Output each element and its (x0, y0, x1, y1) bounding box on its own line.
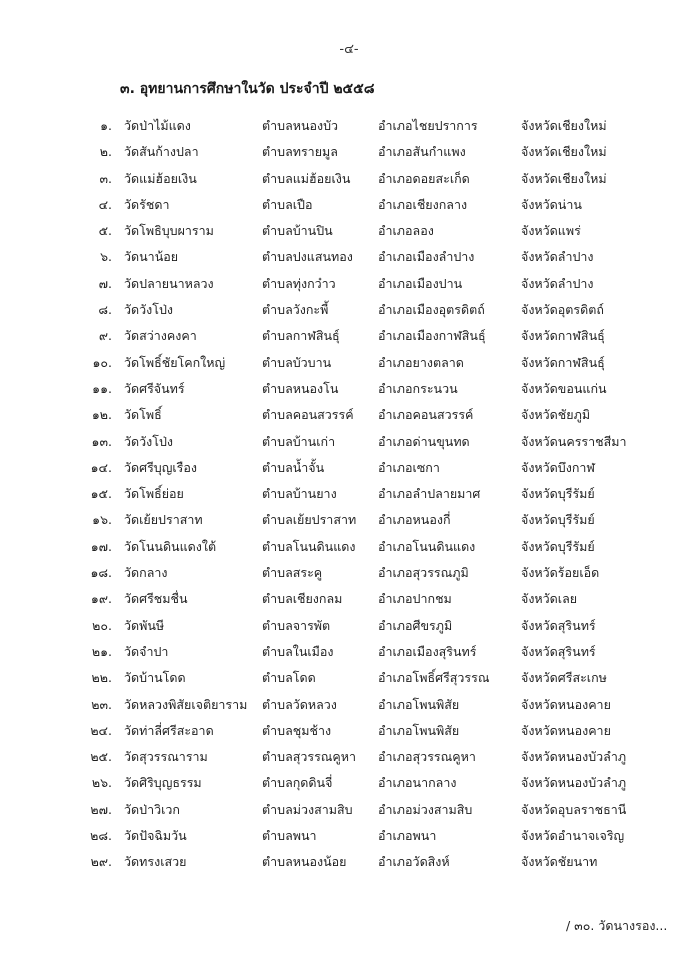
temple-name: วัดพันษี (124, 617, 165, 633)
table-row (0, 613, 698, 639)
row-number: ๒๑. (91, 643, 112, 659)
table-row (0, 507, 698, 533)
temple-name: วัดปลายนาหลวง (124, 275, 214, 291)
province-name: จังหวัดหนองคาย (521, 696, 611, 712)
temple-name: วัดเย้ยปราสาท (124, 512, 203, 528)
row-number: ๒. (99, 144, 112, 160)
table-row (0, 429, 698, 455)
table-row (0, 534, 698, 560)
table-row (0, 323, 698, 349)
table-row (0, 455, 698, 481)
temple-name: วัดจำปา (124, 643, 169, 659)
section-title: ๓. อุทยานการศึกษาในวัด ประจำปี ๒๕๕๘ (120, 81, 375, 97)
province-name: จังหวัดขอนแก่น (521, 380, 607, 396)
temple-name: วัดศิริบุญธรรม (124, 775, 202, 791)
subdistrict-name: ตำบลบ้านปิน (262, 223, 333, 239)
subdistrict-name: ตำบลปงแสนทอง (262, 249, 353, 265)
row-number: ๒๖. (91, 775, 112, 791)
temple-name: วัดโพธิบุบผาราม (124, 223, 214, 239)
table-row (0, 271, 698, 297)
district-name: อำเภอคอนสวรรค์ (378, 407, 474, 423)
district-name: อำเภอเชียงกลาง (378, 196, 468, 212)
province-name: จังหวัดอุตรดิตถ์ (521, 302, 604, 318)
table-row (0, 192, 698, 218)
subdistrict-name: ตำบลเชียงกลม (262, 591, 343, 607)
district-name: อำเภอลอง (378, 223, 434, 239)
district-name: อำเภอพนา (378, 828, 437, 844)
district-name: อำเภอไชยปราการ (378, 118, 478, 133)
row-number: ๑๖. (92, 512, 112, 528)
table-row (0, 718, 698, 744)
temple-name: วัดสุวรรณาราม (124, 749, 208, 765)
district-name: อำเภอโพนพิสัย (378, 722, 460, 738)
temple-name: วัดกลาง (124, 565, 168, 581)
table-row (0, 218, 698, 244)
province-name: จังหวัดหนองบัวลำภู (521, 775, 627, 791)
temple-name: วัดป่าไม้แดง (124, 118, 191, 133)
row-number: ๒๕. (90, 749, 112, 765)
table-row (0, 797, 698, 823)
page-number: -๔- (339, 42, 359, 57)
temple-name: วัดวังโป่ง (124, 302, 174, 318)
subdistrict-name: ตำบลโนนดินแดง (262, 538, 356, 554)
district-name: อำเภอวัดสิงห์ (378, 854, 450, 870)
temple-name: วัดป่าวิเวก (124, 801, 180, 817)
subdistrict-name: ตำบลบัวบาน (262, 354, 332, 370)
table-row (0, 770, 698, 796)
row-number: ๒๓. (91, 696, 112, 712)
district-name: อำเภอปากชม (378, 591, 452, 607)
province-name: จังหวัดเลย (521, 591, 578, 607)
table-row (0, 849, 698, 875)
subdistrict-name: ตำบลกุดดินจี่ (262, 775, 333, 791)
table-row (0, 744, 698, 770)
temple-name: วัดท่าลี่ศรีสะอาด (124, 722, 214, 738)
table-row (0, 297, 698, 323)
temple-name: วัดรัชดา (124, 196, 170, 212)
temple-name: วัดทรงเสวย (124, 854, 187, 870)
row-number: ๑๒. (91, 407, 112, 423)
footer-continuation: / ๓๐. วัดนางรอง... (566, 918, 668, 933)
district-name: อำเภอเมืองลำปาง (378, 249, 475, 265)
table-row (0, 139, 698, 165)
row-number: ๓. (99, 170, 112, 186)
province-name: จังหวัดกาฬสินธุ์ (521, 354, 605, 370)
district-name: อำเภอด่านขุนทด (378, 433, 470, 449)
temple-list (0, 113, 698, 876)
row-number: ๑๕. (90, 486, 112, 502)
province-name: จังหวัดหนองคาย (521, 722, 611, 738)
province-name: จังหวัดศรีสะเกษ (521, 670, 607, 686)
temple-name: วัดสว่างคงคา (124, 328, 197, 344)
province-name: จังหวัดเชียงใหม่ (521, 144, 607, 160)
temple-name: วัดศรีจันทร์ (124, 380, 185, 396)
subdistrict-name: ตำบลวัดหลวง (262, 696, 337, 712)
province-name: จังหวัดบุรีรัมย์ (521, 538, 595, 554)
row-number: ๔. (98, 196, 112, 212)
row-number: ๑๑. (92, 380, 112, 396)
province-name: จังหวัดสุรินทร์ (521, 643, 596, 659)
subdistrict-name: ตำบลบ้านยาง (262, 486, 337, 502)
temple-name: วัดบ้านโดด (124, 670, 186, 686)
subdistrict-name: ตำบลชุมช้าง (262, 722, 332, 738)
district-name: อำเภอยางตลาด (378, 354, 464, 370)
district-name: อำเภอหนองกี่ (378, 512, 451, 528)
subdistrict-name: ตำบลโดด (262, 670, 316, 686)
district-name: อำเภอนากลาง (378, 775, 457, 791)
subdistrict-name: ตำบลคอนสวรรค์ (262, 407, 354, 423)
table-row (0, 665, 698, 691)
table-row (0, 350, 698, 376)
province-name: จังหวัดสุรินทร์ (521, 617, 596, 633)
temple-name: วัดโนนดินแดงใต้ (124, 538, 217, 554)
row-number: ๑๐. (92, 354, 112, 370)
district-name: อำเภอเซกา (378, 459, 440, 475)
province-name: จังหวัดกาฬสินธุ์ (521, 328, 605, 344)
district-name: อำเภอสุวรรณคูหา (378, 749, 476, 765)
subdistrict-name: ตำบลหนองโน (262, 380, 339, 396)
province-name: จังหวัดชัยภูมิ (521, 407, 591, 423)
temple-name: วัดสันก้างปลา (124, 144, 199, 160)
table-row (0, 692, 698, 718)
district-name: อำเภอลำปลายมาศ (378, 486, 481, 502)
subdistrict-name: ตำบลบ้านเก่า (262, 433, 336, 449)
subdistrict-name: ตำบลสระคู (262, 565, 323, 581)
table-row (0, 560, 698, 586)
province-name: จังหวัดอุบลราชธานี (521, 801, 627, 817)
table-row (0, 639, 698, 665)
row-number: ๑๗. (90, 538, 112, 554)
row-number: ๑๓. (91, 433, 112, 449)
province-name: จังหวัดบุรีรัมย์ (521, 512, 595, 528)
temple-name: วัดวังโป่ง (124, 433, 174, 449)
table-row (0, 481, 698, 507)
province-name: จังหวัดบึงกาฬ (521, 459, 595, 475)
table-row (0, 823, 698, 849)
subdistrict-name: ตำบลทุ่งกว๋าว (262, 275, 336, 291)
table-row (0, 244, 698, 270)
table-row (0, 113, 698, 139)
row-number: ๒๒. (91, 670, 112, 686)
row-number: ๙. (98, 328, 112, 344)
row-number: ๖. (100, 249, 112, 265)
subdistrict-name: ตำบลสุวรรณคูหา (262, 749, 357, 765)
subdistrict-name: ตำบลน้ำจั้น (262, 459, 325, 475)
table-row (0, 402, 698, 428)
subdistrict-name: ตำบลกาฬสินธุ์ (262, 328, 340, 344)
district-name: อำเภอเมืองกาฬสินธุ์ (378, 328, 486, 344)
subdistrict-name: ตำบลหนองบัว (262, 118, 339, 133)
subdistrict-name: ตำบลทรายมูล (262, 144, 338, 160)
subdistrict-name: ตำบลในเมือง (262, 643, 334, 659)
table-row (0, 586, 698, 612)
province-name: จังหวัดเชียงใหม่ (521, 170, 607, 186)
subdistrict-name: ตำบลม่วงสามสิบ (262, 801, 353, 817)
table-row (0, 376, 698, 402)
province-name: จังหวัดน่าน (521, 196, 582, 212)
row-number: ๕. (98, 223, 112, 239)
subdistrict-name: ตำบลพนา (262, 828, 317, 844)
temple-name: วัดปัจฉิมวัน (124, 828, 187, 844)
province-name: จังหวัดลำปาง (521, 275, 594, 291)
row-number: ๒๔. (90, 722, 112, 738)
province-name: จังหวัดลำปาง (521, 249, 594, 265)
temple-name: วัดโพธิ์ย่อย (124, 486, 184, 502)
district-name: อำเภอเมืองปาน (378, 275, 463, 291)
subdistrict-name: ตำบลจารพัต (262, 617, 331, 633)
subdistrict-name: ตำบลเย้ยปราสาท (262, 512, 357, 528)
row-number: ๑๔. (90, 459, 112, 475)
district-name: อำเภอโพนพิสัย (378, 696, 460, 712)
row-number: ๘. (98, 302, 112, 318)
district-name: อำเภอโพธิ์ศรีสุวรรณ (378, 670, 490, 686)
province-name: จังหวัดบุรีรัมย์ (521, 486, 595, 502)
province-name: จังหวัดเชียงใหม่ (521, 118, 607, 133)
province-name: จังหวัดร้อยเอ็ด (521, 565, 600, 581)
district-name: อำเภอม่วงสามสิบ (378, 801, 473, 817)
district-name: อำเภอดอยสะเก็ด (378, 170, 470, 186)
district-name: อำเภอศีขรภูมิ (378, 617, 453, 633)
temple-name: วัดโพธิ์ชัยโคกใหญ่ (124, 354, 226, 370)
row-number: ๗. (98, 275, 112, 291)
district-name: อำเภอสุวรรณภูมิ (378, 565, 469, 581)
subdistrict-name: ตำบลหนองน้อย (262, 854, 347, 870)
temple-name: วัดหลวงพิสัยเจติยาราม (124, 696, 248, 712)
province-name: จังหวัดแพร่ (521, 223, 581, 239)
row-number: ๒๙. (90, 854, 112, 870)
province-name: จังหวัดหนองบัวลำภู (521, 749, 627, 765)
province-name: จังหวัดอำนาจเจริญ (521, 828, 625, 844)
district-name: อำเภอโนนดินแดง (378, 538, 476, 554)
subdistrict-name: ตำบลแม่ฮ้อยเงิน (262, 170, 351, 186)
temple-name: วัดโพธิ์ (124, 407, 162, 423)
temple-name: วัดนาน้อย (124, 249, 179, 265)
temple-name: วัดศรีชมชื่น (124, 591, 188, 607)
row-number: ๒๗. (90, 801, 112, 817)
temple-name: วัดแม่ฮ้อยเงิน (124, 170, 197, 186)
province-name: จังหวัดนครราชสีมา (521, 433, 627, 449)
table-row (0, 166, 698, 192)
province-name: จังหวัดชัยนาท (521, 854, 598, 870)
district-name: อำเภอเมืองสุรินทร์ (378, 643, 477, 659)
district-name: อำเภอสันกำแพง (378, 144, 466, 160)
subdistrict-name: ตำบลเปือ (262, 196, 313, 212)
district-name: อำเภอกระนวน (378, 380, 458, 396)
row-number: ๒๘. (90, 828, 112, 844)
temple-name: วัดศรีบุญเรือง (124, 459, 197, 475)
row-number: ๑๙. (90, 591, 112, 607)
row-number: ๑๘. (90, 565, 112, 581)
row-number: ๒๐. (92, 617, 112, 633)
row-number: ๑. (100, 118, 112, 133)
district-name: อำเภอเมืองอุตรดิตถ์ (378, 302, 485, 318)
subdistrict-name: ตำบลวังกะพี้ (262, 302, 329, 318)
